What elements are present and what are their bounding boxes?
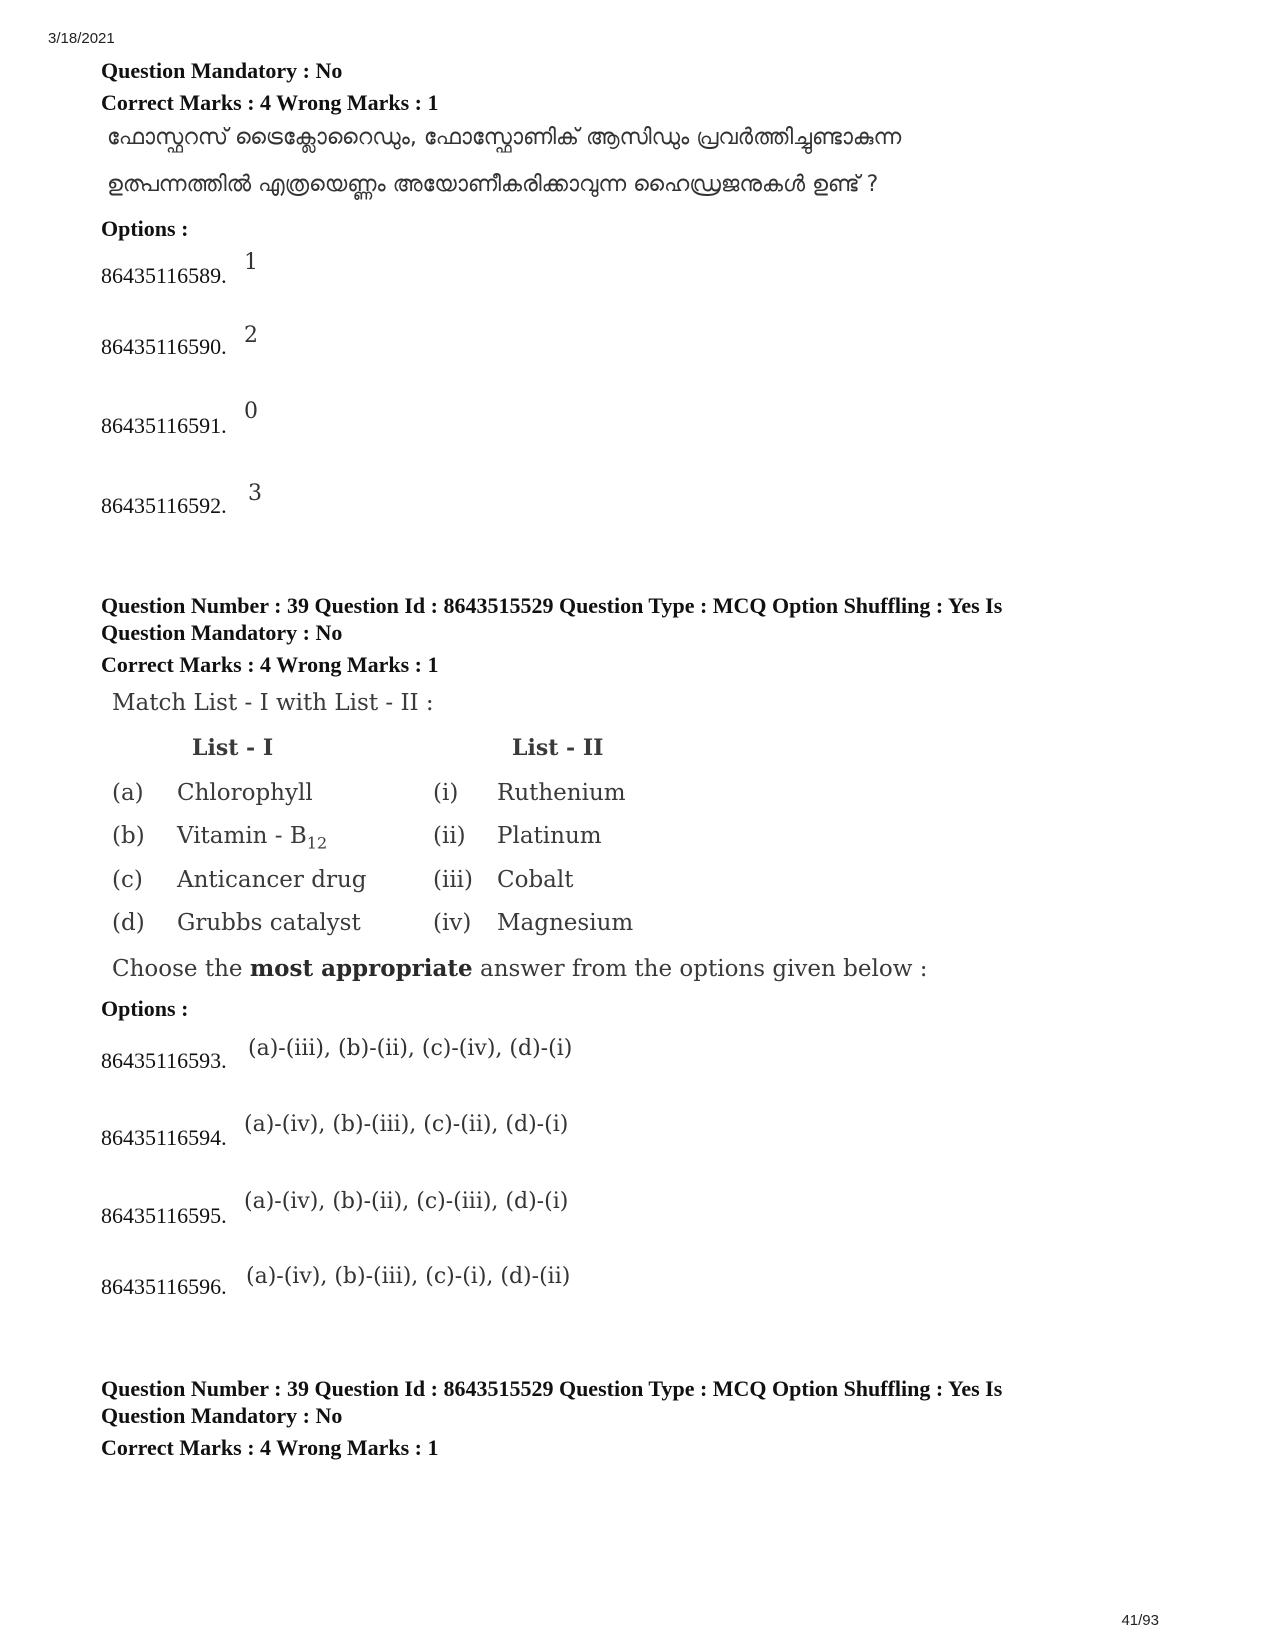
q39-marks: Correct Marks : 4 Wrong Marks : 1	[101, 652, 439, 677]
list1-value-text: Vitamin - B	[177, 823, 307, 849]
list2-value: Platinum	[497, 823, 602, 849]
q38-marks: Correct Marks : 4 Wrong Marks : 1	[101, 90, 439, 115]
option-value: (a)-(iv), (b)-(ii), (c)-(iii), (d)-(i)	[244, 1189, 569, 1214]
option-id: 86435116593.	[101, 1048, 227, 1073]
list1-key: (a)	[112, 780, 144, 806]
q39-mandatory: Question Mandatory : No	[101, 620, 343, 645]
option-value: (a)-(iv), (b)-(iii), (c)-(ii), (d)-(i)	[244, 1112, 569, 1137]
list1-value-subscript: 12	[306, 833, 328, 853]
list2-value: Magnesium	[497, 910, 634, 936]
option-id: 86435116592.	[101, 493, 227, 518]
list2-key: (iii)	[433, 867, 474, 893]
list2-key: (i)	[433, 780, 459, 806]
q38-mandatory: Question Mandatory : No	[101, 58, 343, 83]
list2-key: (ii)	[433, 823, 466, 849]
option-id: 86435116594.	[101, 1125, 227, 1150]
q39b-marks: Correct Marks : 4 Wrong Marks : 1	[101, 1435, 439, 1460]
q39b-mandatory: Question Mandatory : No	[101, 1403, 343, 1428]
list1-key: (d)	[112, 910, 145, 936]
option-id: 86435116596.	[101, 1274, 227, 1299]
option-value: 2	[244, 323, 258, 348]
option-id: 86435116595.	[101, 1203, 227, 1228]
choose-post: answer from the options given below :	[480, 956, 928, 982]
list1-key: (b)	[112, 823, 145, 849]
option-value: 1	[244, 250, 258, 275]
q39-choose-instruction	[112, 955, 927, 982]
option-value: 3	[248, 481, 262, 506]
q38-text-line2: ഉത്പന്നത്തിൽ എത്രയെണ്ണം അയോണീകരിക്കാവുന്ന ഹൈഡ്രജനുകൾ ഉണ്ട് ?	[107, 172, 879, 197]
q38-text-line1: ഫോസ്ഫറസ് ട്രൈക്ലോറൈഡും, ഫോസ്ഫോണിക് ആസിഡും പ്രവർത്തിച്ചുണ്ടാകുന്ന	[107, 125, 902, 150]
option-value: (a)-(iii), (b)-(ii), (c)-(iv), (d)-(i)	[248, 1036, 573, 1061]
option-id: 86435116591.	[101, 413, 227, 438]
list1-value	[177, 823, 327, 853]
list1-key: (c)	[112, 867, 143, 893]
q38-options-label: Options :	[101, 216, 189, 241]
page-number: 41/93	[1121, 1612, 1159, 1629]
q39-intro: Match List - I with List - II :	[112, 690, 434, 716]
print-date: 3/18/2021	[48, 30, 115, 47]
choose-pre: Choose the	[112, 956, 243, 982]
option-value: (a)-(iv), (b)-(iii), (c)-(i), (d)-(ii)	[246, 1264, 571, 1289]
list2-value: Ruthenium	[497, 780, 626, 806]
list2-heading: List - II	[512, 735, 604, 761]
list1-value: Grubbs catalyst	[177, 910, 361, 936]
option-id: 86435116590.	[101, 334, 227, 359]
q39b-header: Question Number : 39 Question Id : 8643515529 Question Type : MCQ Option Shuffling : Yes Is	[101, 1376, 1003, 1401]
q39-header: Question Number : 39 Question Id : 8643515529 Question Type : MCQ Option Shuffling : Yes Is	[101, 593, 1003, 618]
q39-options-label: Options :	[101, 996, 189, 1021]
choose-bold: most appropriate	[249, 955, 473, 982]
list2-key: (iv)	[433, 910, 472, 936]
option-id: 86435116589.	[101, 263, 227, 288]
option-value: 0	[244, 399, 258, 424]
list1-value: Chlorophyll	[177, 780, 313, 806]
list2-value: Cobalt	[497, 867, 574, 893]
list1-value: Anticancer drug	[177, 867, 367, 893]
list1-heading: List - I	[192, 735, 274, 761]
